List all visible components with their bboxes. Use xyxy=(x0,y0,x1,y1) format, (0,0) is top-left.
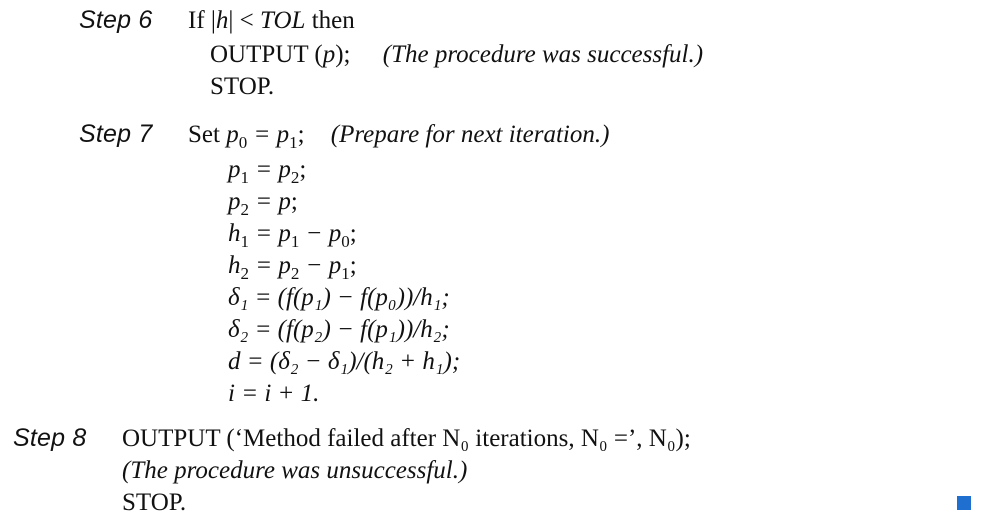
step-6-condition: If |h| < TOL then xyxy=(188,7,355,34)
eq-h2: $h_2 = p_2 - p_1$; xyxy=(228,252,357,283)
step-6-output: OUTPUT (p); (The procedure was successful.) xyxy=(210,41,704,68)
eq-delta2: δ₂ = (f(p₂) − f(p₁))/h₂; xyxy=(228,316,450,343)
eq-h1: $h_1 = p_1 - p_0$; xyxy=(228,220,357,251)
step-7-comment: (Prepare for next iteration.) xyxy=(330,121,610,148)
step-8-output: OUTPUT (‘Method failed after N₀ iterations, N₀ =’, N₀); xyxy=(122,425,691,452)
step-8-label: Step 8 xyxy=(13,424,87,452)
step-6-label: Step 6 xyxy=(79,6,153,34)
step-6-stop: STOP. xyxy=(210,73,275,100)
step-7-set-line: Set $p_0 = p_1$; (Prepare for next iteration.) xyxy=(188,121,610,152)
eq-delta1: δ₁ = (f(p₁) − f(p₀))/h₁; xyxy=(228,284,450,311)
eq-p1: $p_1 = p_2$; xyxy=(228,156,307,187)
step-8-comment: (The procedure was unsuccessful.) xyxy=(122,457,468,484)
eq-d: d = (δ₂ − δ₁)/(h₂ + h₁); xyxy=(228,348,461,375)
step-8-stop: STOP. xyxy=(122,489,187,516)
end-of-algorithm-square xyxy=(957,496,971,510)
step-7-label: Step 7 xyxy=(79,120,153,148)
step-6-comment: (The procedure was successful.) xyxy=(382,41,704,68)
eq-p2: $p_2 = p$; xyxy=(228,188,298,219)
eq-i: i = i + 1. xyxy=(228,380,320,407)
